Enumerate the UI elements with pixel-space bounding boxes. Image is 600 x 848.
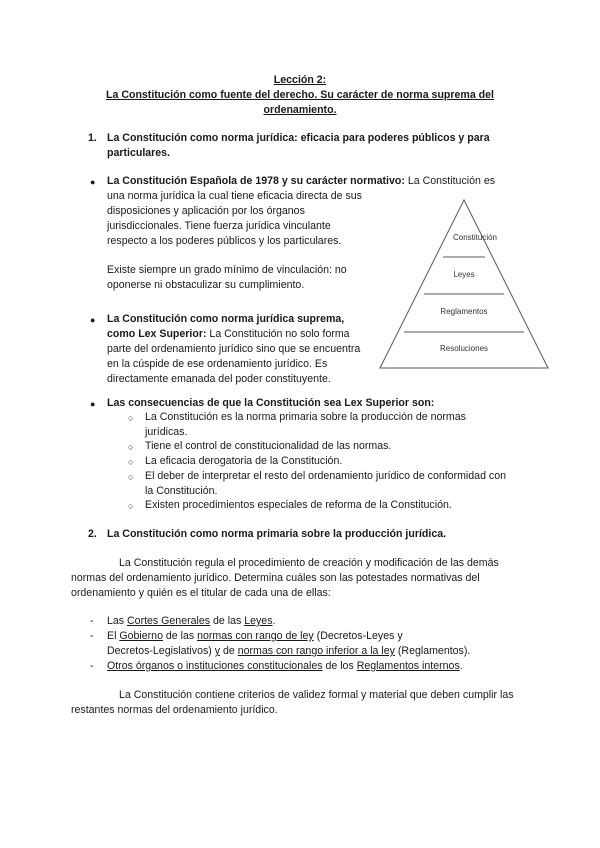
bullet2-line: directamente emanada del poder constituyente.	[107, 373, 331, 385]
bullet1-para2-line: oponerse ni obstaculizar su cumplimiento.	[107, 279, 305, 291]
bullet-dot-1: ●	[90, 177, 96, 187]
paragraph-line: La Constitución regula el procedimiento de creación y modificación de las demás	[119, 557, 499, 569]
pyramid-level-reglamentos: Reglamentos	[440, 307, 488, 316]
text-segment: de las	[210, 615, 245, 627]
bullet1-rest: La Constitución es	[404, 175, 496, 187]
section1-title-line2: particulares.	[107, 147, 171, 159]
consequence-item: Existen procedimientos especiales de reforma de la Constitución.	[145, 499, 452, 511]
paragraph-line: La Constitución contiene criterios de validez formal y material que deben cumplir las	[119, 689, 514, 701]
sub-bullet-marker: ○	[128, 501, 134, 511]
bullet1-bold: La Constitución Española de 1978 y su carácter normativo:	[107, 175, 405, 187]
dash-marker: -	[90, 615, 94, 627]
pyramid-level-constitucion: Constitución	[452, 233, 498, 242]
paragraph-line: ordenamiento y quién es el titular de cada una de ellas:	[71, 587, 331, 599]
bullet1-heading	[107, 174, 495, 189]
link-otros-organos: Otros órganos o instituciones constitucionales	[107, 660, 323, 672]
link-cortes-generales: Cortes Generales	[127, 615, 211, 627]
consequence-item: La eficacia derogatoria de la Constitución.	[145, 455, 343, 467]
text-segment: El	[107, 630, 120, 642]
dash-item-2-line1	[107, 629, 403, 644]
dash-item-2-line2	[107, 644, 470, 659]
dash-marker: -	[90, 660, 94, 672]
consequence-item: La Constitución es la norma primaria sobre la producción de normas	[145, 411, 466, 423]
bullet1-line: disposiciones y aplicación por los órganos	[107, 205, 305, 217]
sub-bullet-marker: ○	[128, 442, 134, 452]
sub-bullet-marker: ○	[128, 472, 134, 482]
bullet2-line2	[107, 327, 350, 342]
bullet1-line: una norma jurídica la cual tiene eficacia directa de sus	[107, 190, 362, 202]
bullet1-line: jurisdiccionales. Tiene fuerza jurídica vinculante	[107, 220, 331, 232]
consequence-item: jurídicas.	[145, 426, 188, 438]
consequence-item: El deber de interpretar el resto del ordenamiento jurídico de conformidad con	[145, 470, 506, 482]
underlined-y: y	[214, 645, 221, 657]
bullet2-line: en la cúspide de ese ordenamiento jurídico. Es	[107, 358, 328, 370]
link-normas-rango-inferior: normas con rango inferior a la ley	[237, 645, 395, 657]
bullet2-bold-line2: como Lex Superior:	[107, 328, 207, 340]
link-leyes: Leyes	[244, 615, 273, 627]
dash-item-1	[107, 614, 275, 629]
text-segment: de las	[162, 630, 198, 642]
bullet1-line: respecto a los poderes públicos y los particulares.	[107, 235, 342, 247]
lesson-title: Lección 2:	[273, 74, 327, 86]
bullet1-para2-line: Existe siempre un grado mínimo de vinculación: no	[107, 264, 347, 276]
lesson-subtitle-line2: ordenamiento.	[263, 104, 337, 116]
dash-item-3	[107, 659, 463, 674]
paragraph-line: restantes normas del ordenamiento jurídico.	[71, 704, 278, 716]
bullet2-bold-line1: La Constitución como norma jurídica suprema,	[107, 313, 345, 325]
section2-number: 2.	[88, 528, 97, 540]
sub-bullet-marker: ○	[128, 457, 134, 467]
text-segment: de los	[322, 660, 357, 672]
sub-bullet-marker: ○	[128, 413, 134, 423]
lesson-subtitle-line1: La Constitución como fuente del derecho. Su carácter de norma suprema del	[106, 89, 494, 101]
link-normas-rango-ley: normas con rango de ley	[197, 630, 314, 642]
text-segment: (Decretos-Leyes y	[313, 630, 403, 642]
legal-hierarchy-pyramid	[378, 198, 550, 373]
pyramid-outline	[380, 200, 548, 368]
consequence-item: la Constitución.	[145, 485, 218, 497]
link-gobierno: Gobierno	[119, 630, 163, 642]
text-segment: (Reglamentos).	[394, 645, 471, 657]
link-reglamentos-internos: Reglamentos internos	[356, 660, 460, 672]
pyramid-level-leyes: Leyes	[453, 270, 475, 279]
section1-number: 1.	[88, 132, 97, 144]
text-segment: .	[459, 660, 463, 672]
section1-title-line1: La Constitución como norma jurídica: eficacia para poderes públicos y para	[107, 132, 490, 144]
bullet2-line: parte del ordenamiento jurídico sino que se encuentra	[107, 343, 361, 355]
text-segment: Las	[107, 615, 128, 627]
bullet-dot-3: ●	[90, 399, 96, 409]
section2-title: La Constitución como norma primaria sobre la producción jurídica.	[107, 528, 447, 540]
bullet3-title: Las consecuencias de que la Constitución sea Lex Superior son:	[107, 397, 435, 409]
text-segment: de	[220, 645, 238, 657]
dash-marker: -	[90, 630, 94, 642]
paragraph-line: normas del ordenamiento jurídico. Determina cuáles son las potestades normativas del	[71, 572, 480, 584]
consequence-item: Tiene el control de constitucionalidad de las normas.	[145, 440, 392, 452]
bullet2-rest: La Constitución no solo forma	[206, 328, 350, 340]
text-segment: .	[272, 615, 276, 627]
pyramid-level-resoluciones: Resoluciones	[439, 344, 489, 353]
text-segment: Decretos-Legislativos)	[107, 645, 215, 657]
bullet-dot-2: ●	[90, 315, 96, 325]
